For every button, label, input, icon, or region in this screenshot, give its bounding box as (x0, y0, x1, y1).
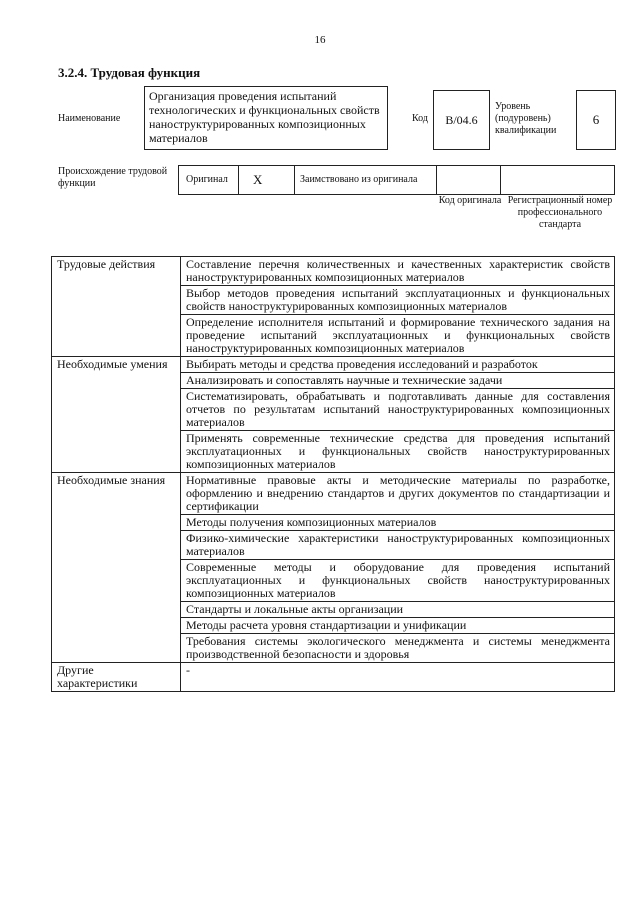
row-item: Выбор методов проведения испытаний эксплуатационных и функциональных свойств наноструктурированных композиционных материалов (181, 286, 615, 315)
table-row (52, 473, 615, 515)
original-mark: X (253, 172, 263, 187)
row-item: Анализировать и сопоставлять научные и технические задачи (181, 373, 615, 389)
code-label: Код (412, 113, 428, 124)
row-item: Методы получения композиционных материалов (181, 515, 615, 531)
qualification-level-box: 6 (576, 90, 616, 150)
table-row (52, 663, 615, 692)
row-item: Систематизировать, обрабатывать и подготавливать данные для составления отчетов по результатам испытаний наноструктурированных композиционных материалов (181, 389, 615, 431)
row-item: Определение исполнителя испытаний и формирование технического задания на проведение испытаний эксплуатационных и функциональных свойств наноструктурированных композиционных материалов (181, 315, 615, 357)
row-item: Современные методы и оборудование для проведения испытаний эксплуатационных и функциональных свойств наноструктурированных композиционных материалов (181, 560, 615, 602)
original-label: Оригинал (186, 174, 228, 185)
function-details-table (51, 256, 615, 692)
section-title: 3.2.4. Трудовая функция (58, 65, 201, 80)
row-item: Физико-химические характеристики наноструктурированных композиционных материалов (181, 531, 615, 560)
origin-label: Происхождение трудовой функции (58, 166, 168, 189)
row-item: Требования системы экологического менеджмента и системы менеджмента производственной безопасности и здоровья (181, 634, 615, 663)
level-label: Уровень (подуровень) квалификации (495, 101, 557, 136)
row-item: Нормативные правовые акты и методические материалы по разработке, оформлению и внедрению стандартов и других документов по стандартизации и сертификации (181, 473, 615, 515)
row-item: Составление перечня количественных и качественных характеристик свойств наноструктурированных композиционных материалов (181, 257, 615, 286)
name-label: Наименование (58, 113, 121, 124)
borrowed-label: Заимствовано из оригинала (300, 174, 418, 185)
table-body (52, 257, 615, 692)
row-category: Необходимые знания (52, 473, 181, 663)
function-name-box: Организация проведения испытаний технологических и функциональных свойств наноструктурированных композиционных материалов (144, 86, 388, 150)
row-item: Стандарты и локальные акты организации (181, 602, 615, 618)
page-number: 16 (314, 34, 326, 46)
reg-number-label: Регистрационный номер профессионального стандарта (507, 195, 613, 230)
table-row (52, 257, 615, 286)
code-original-label: Код оригинала (438, 195, 502, 206)
row-category: Необходимые умения (52, 357, 181, 473)
row-category: Трудовые действия (52, 257, 181, 357)
row-item: - (181, 663, 615, 692)
row-category: Другие характеристики (52, 663, 181, 692)
table-row (52, 357, 615, 373)
function-code-box: B/04.6 (433, 90, 490, 150)
origin-row (178, 165, 615, 195)
row-item: Выбирать методы и средства проведения исследований и разработок (181, 357, 615, 373)
row-item: Методы расчета уровня стандартизации и унификации (181, 618, 615, 634)
row-item: Применять современные технические средства для проведения испытаний эксплуатационных и функциональных свойств наноструктурированных композиционных материалов (181, 431, 615, 473)
